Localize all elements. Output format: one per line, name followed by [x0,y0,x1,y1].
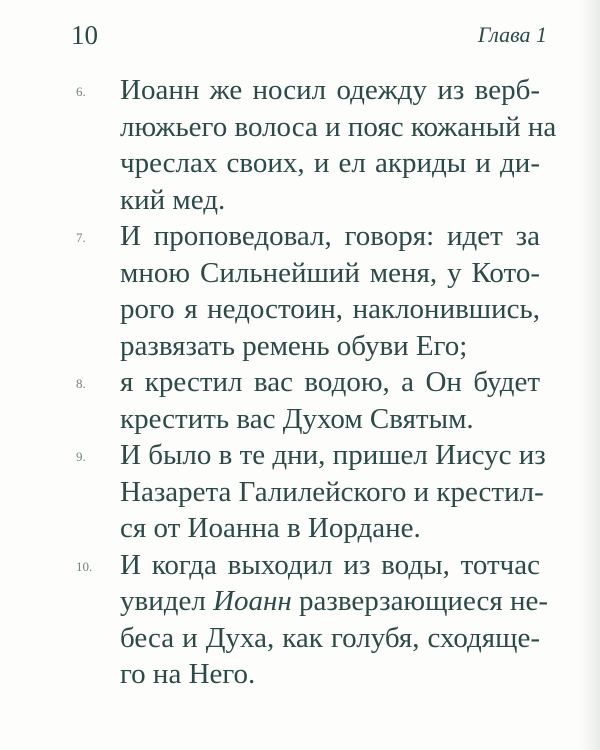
verse-number: 6. [76,84,86,99]
verse-line: люжьего волоса и пояс кожаный на [120,110,557,143]
verse-text: увидел [120,585,214,617]
verse-number: 9. [76,449,86,464]
verse-line: кий мед. [120,183,226,216]
verse-8 [76,364,540,437]
verse-number: 10. [76,558,93,574]
verse-line-with-italic [120,583,549,620]
verse-10 [76,547,549,693]
verse-line: ся от Иоанна в Иордане. [120,512,421,544]
verse-line: рого я недостоин, наклонившись, [120,293,540,325]
verse-7 [76,218,540,364]
verse-number: 7. [76,230,86,245]
verse-line: чреслах своих, и ел акриды и ди- [120,147,540,179]
verse-list [76,72,557,693]
verse-line: мною Сильнейший меня, у Кото- [120,256,540,289]
verse-text: разверзающиеся не- [291,585,549,617]
verse-line: беса и Духа, как голубя, сходяще- [120,621,540,654]
verse-line: го на Него. [120,658,256,690]
verse-9 [76,437,546,547]
verse-6 [76,72,557,218]
verse-number: 8. [76,376,86,391]
verse-line: И было в те дни, пришел Иисус из [120,439,546,471]
verse-line: Иоанн же носил одежду из верб- [120,74,540,106]
verse-line: И проповедовал, говоря: идет за [120,220,540,252]
verse-line: развязать ремень обуви Его; [120,329,468,362]
verse-line: я крестил вас водою, а Он будет [120,366,540,398]
page-number: 10 [71,20,98,50]
page-edge-shadow [578,0,600,750]
verse-line: Назарета Галилейского и крестил- [120,475,544,508]
italic-word: Иоанн [213,585,292,617]
verse-line: И когда выходил из воды, тотчас [120,548,540,581]
chapter-heading: Глава 1 [477,22,547,47]
verse-line: крестить вас Духом Святым. [120,402,474,435]
